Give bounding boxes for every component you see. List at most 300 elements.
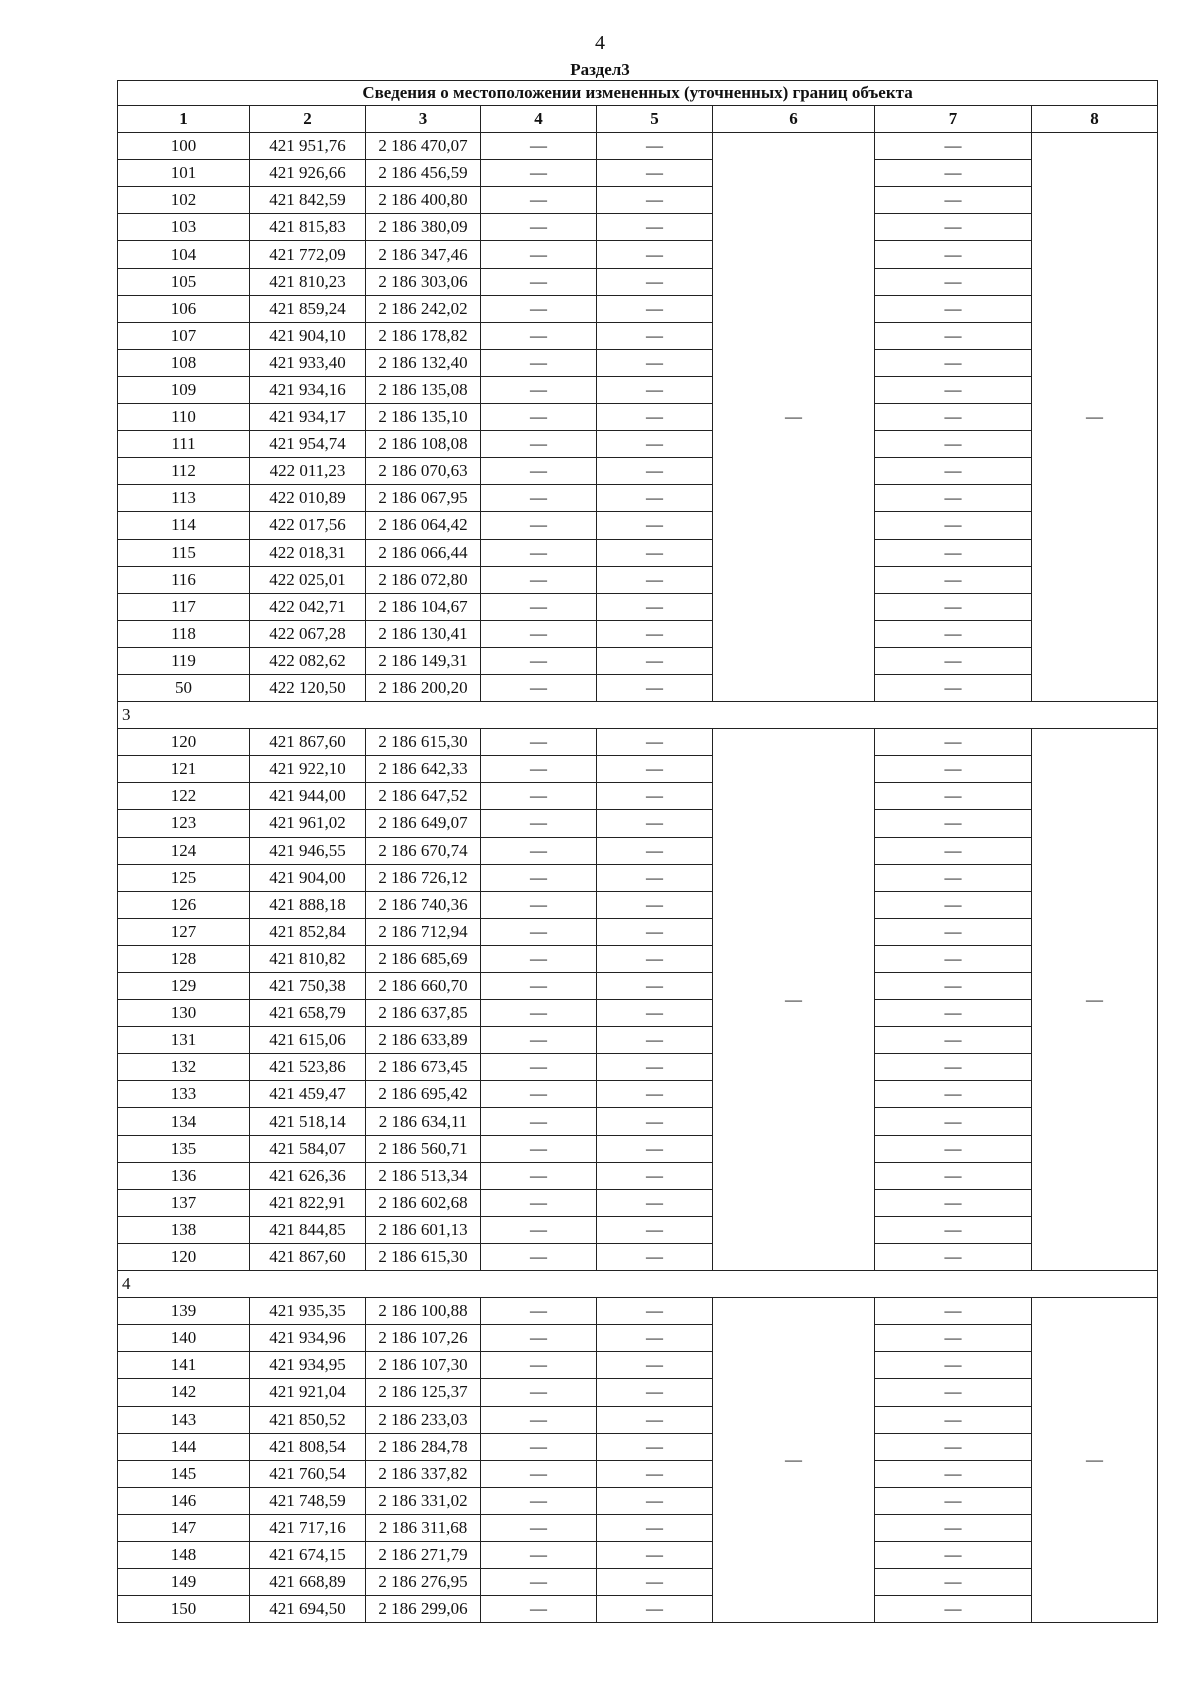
point-number: 117 xyxy=(118,593,250,620)
table-header-row xyxy=(118,106,1158,133)
coord-x: 421 961,02 xyxy=(250,810,366,837)
col7-value: — xyxy=(875,1243,1032,1270)
col7-value: — xyxy=(875,566,1032,593)
coord-x: 422 025,01 xyxy=(250,566,366,593)
col5-value: — xyxy=(597,1379,713,1406)
point-number: 150 xyxy=(118,1596,250,1623)
col7-value: — xyxy=(875,295,1032,322)
table-row xyxy=(118,1596,1158,1623)
col4-value: — xyxy=(481,1596,597,1623)
point-number: 105 xyxy=(118,268,250,295)
col5-value: — xyxy=(597,1243,713,1270)
col4-value: — xyxy=(481,1541,597,1568)
col5-value: — xyxy=(597,268,713,295)
coord-x: 421 844,85 xyxy=(250,1216,366,1243)
coord-x: 421 808,54 xyxy=(250,1433,366,1460)
col7-value: — xyxy=(875,1379,1032,1406)
table-row xyxy=(118,783,1158,810)
col7-value: — xyxy=(875,674,1032,701)
coord-y: 2 186 284,78 xyxy=(366,1433,481,1460)
coord-y: 2 186 242,02 xyxy=(366,295,481,322)
coord-x: 422 011,23 xyxy=(250,458,366,485)
point-number: 116 xyxy=(118,566,250,593)
coord-x: 421 934,17 xyxy=(250,404,366,431)
coord-x: 421 815,83 xyxy=(250,214,366,241)
col4-value: — xyxy=(481,431,597,458)
table-row xyxy=(118,485,1158,512)
col7-value: — xyxy=(875,1433,1032,1460)
point-number: 113 xyxy=(118,485,250,512)
coord-x: 422 017,56 xyxy=(250,512,366,539)
col5-value: — xyxy=(597,1000,713,1027)
point-number: 102 xyxy=(118,187,250,214)
col7-value: — xyxy=(875,593,1032,620)
coord-y: 2 186 064,42 xyxy=(366,512,481,539)
point-number: 101 xyxy=(118,160,250,187)
coord-y: 2 186 276,95 xyxy=(366,1569,481,1596)
col5-value: — xyxy=(597,1325,713,1352)
group-row xyxy=(118,702,1158,729)
col4-value: — xyxy=(481,620,597,647)
coord-y: 2 186 107,30 xyxy=(366,1352,481,1379)
col4-value: — xyxy=(481,756,597,783)
point-number: 136 xyxy=(118,1162,250,1189)
point-number: 133 xyxy=(118,1081,250,1108)
coord-x: 421 518,14 xyxy=(250,1108,366,1135)
col4-value: — xyxy=(481,1325,597,1352)
coord-y: 2 186 726,12 xyxy=(366,864,481,891)
table-row xyxy=(118,268,1158,295)
col7-value: — xyxy=(875,160,1032,187)
coord-x: 421 888,18 xyxy=(250,891,366,918)
col7-value: — xyxy=(875,756,1032,783)
coord-x: 421 954,74 xyxy=(250,431,366,458)
coord-y: 2 186 107,26 xyxy=(366,1325,481,1352)
coord-x: 422 018,31 xyxy=(250,539,366,566)
col5-value: — xyxy=(597,620,713,647)
table-row xyxy=(118,837,1158,864)
table-row xyxy=(118,1000,1158,1027)
col4-value: — xyxy=(481,1406,597,1433)
coord-y: 2 186 634,11 xyxy=(366,1108,481,1135)
coord-y: 2 186 685,69 xyxy=(366,945,481,972)
col5-value: — xyxy=(597,1514,713,1541)
col7-value: — xyxy=(875,647,1032,674)
col5-value: — xyxy=(597,674,713,701)
point-number: 140 xyxy=(118,1325,250,1352)
coord-x: 421 852,84 xyxy=(250,918,366,945)
page-number: 4 xyxy=(595,32,605,54)
col4-value: — xyxy=(481,837,597,864)
col5-value: — xyxy=(597,1460,713,1487)
col4-value: — xyxy=(481,268,597,295)
point-number: 138 xyxy=(118,1216,250,1243)
coord-x: 421 934,96 xyxy=(250,1325,366,1352)
col5-value: — xyxy=(597,1054,713,1081)
coord-x: 421 584,07 xyxy=(250,1135,366,1162)
point-number: 120 xyxy=(118,729,250,756)
col4-value: — xyxy=(481,1379,597,1406)
col7-value: — xyxy=(875,458,1032,485)
col5-value: — xyxy=(597,864,713,891)
table-row xyxy=(118,1541,1158,1568)
col7-value: — xyxy=(875,512,1032,539)
table-row xyxy=(118,1325,1158,1352)
col5-value: — xyxy=(597,1081,713,1108)
coord-y: 2 186 633,89 xyxy=(366,1027,481,1054)
col5-value: — xyxy=(597,187,713,214)
coord-x: 421 626,36 xyxy=(250,1162,366,1189)
col7-value: — xyxy=(875,268,1032,295)
col4-value: — xyxy=(481,729,597,756)
table-row xyxy=(118,160,1158,187)
col7-value: — xyxy=(875,1298,1032,1325)
col7-value: — xyxy=(875,1460,1032,1487)
coord-y: 2 186 602,68 xyxy=(366,1189,481,1216)
point-number: 107 xyxy=(118,322,250,349)
col7-value: — xyxy=(875,539,1032,566)
col4-value: — xyxy=(481,674,597,701)
group-row xyxy=(118,1271,1158,1298)
col7-value: — xyxy=(875,1054,1032,1081)
point-number: 125 xyxy=(118,864,250,891)
col7-value: — xyxy=(875,1135,1032,1162)
point-number: 118 xyxy=(118,620,250,647)
col8-merged-value: — xyxy=(1032,133,1158,702)
point-number: 130 xyxy=(118,1000,250,1027)
col5-value: — xyxy=(597,945,713,972)
point-number: 137 xyxy=(118,1189,250,1216)
col7-value: — xyxy=(875,1027,1032,1054)
coord-x: 421 946,55 xyxy=(250,837,366,864)
table-row xyxy=(118,1081,1158,1108)
col4-value: — xyxy=(481,566,597,593)
col4-value: — xyxy=(481,973,597,1000)
col5-value: — xyxy=(597,1216,713,1243)
coord-x: 421 748,59 xyxy=(250,1487,366,1514)
coord-x: 421 867,60 xyxy=(250,1243,366,1270)
point-number: 134 xyxy=(118,1108,250,1135)
coord-x: 421 904,00 xyxy=(250,864,366,891)
col4-value: — xyxy=(481,322,597,349)
group-label: 4 xyxy=(118,1271,1158,1298)
table-row xyxy=(118,566,1158,593)
col4-value: — xyxy=(481,485,597,512)
coord-y: 2 186 712,94 xyxy=(366,918,481,945)
col5-value: — xyxy=(597,322,713,349)
col7-value: — xyxy=(875,1352,1032,1379)
point-number: 126 xyxy=(118,891,250,918)
point-number: 143 xyxy=(118,1406,250,1433)
col7-value: — xyxy=(875,945,1032,972)
table-row xyxy=(118,1243,1158,1270)
table-row xyxy=(118,593,1158,620)
table-row xyxy=(118,1162,1158,1189)
point-number: 127 xyxy=(118,918,250,945)
point-number: 119 xyxy=(118,647,250,674)
col4-value: — xyxy=(481,241,597,268)
coord-x: 421 842,59 xyxy=(250,187,366,214)
point-number: 110 xyxy=(118,404,250,431)
col4-value: — xyxy=(481,1054,597,1081)
table-row xyxy=(118,1054,1158,1081)
coord-y: 2 186 337,82 xyxy=(366,1460,481,1487)
col5-value: — xyxy=(597,431,713,458)
coord-x: 421 859,24 xyxy=(250,295,366,322)
point-number: 142 xyxy=(118,1379,250,1406)
point-number: 144 xyxy=(118,1433,250,1460)
table-caption: Сведения о местоположении измененных (уточненных) границ объекта xyxy=(118,81,1158,106)
col7-value: — xyxy=(875,837,1032,864)
coord-y: 2 186 380,09 xyxy=(366,214,481,241)
coord-y: 2 186 740,36 xyxy=(366,891,481,918)
col4-value: — xyxy=(481,810,597,837)
point-number: 111 xyxy=(118,431,250,458)
col4-value: — xyxy=(481,187,597,214)
col5-value: — xyxy=(597,1541,713,1568)
col4-value: — xyxy=(481,1487,597,1514)
coord-x: 422 082,62 xyxy=(250,647,366,674)
col5-value: — xyxy=(597,783,713,810)
col4-value: — xyxy=(481,647,597,674)
col7-value: — xyxy=(875,1487,1032,1514)
table-row xyxy=(118,1027,1158,1054)
column-header-4: 4 xyxy=(481,106,597,133)
point-number: 120 xyxy=(118,1243,250,1270)
col5-value: — xyxy=(597,512,713,539)
table-row xyxy=(118,918,1158,945)
col4-value: — xyxy=(481,1216,597,1243)
point-number: 100 xyxy=(118,133,250,160)
column-header-2: 2 xyxy=(250,106,366,133)
coord-y: 2 186 642,33 xyxy=(366,756,481,783)
col5-value: — xyxy=(597,891,713,918)
coord-x: 421 904,10 xyxy=(250,322,366,349)
coord-y: 2 186 615,30 xyxy=(366,1243,481,1270)
coord-x: 421 810,23 xyxy=(250,268,366,295)
col8-merged-value: — xyxy=(1032,729,1158,1271)
col5-value: — xyxy=(597,539,713,566)
coord-y: 2 186 331,02 xyxy=(366,1487,481,1514)
col4-value: — xyxy=(481,1135,597,1162)
col7-value: — xyxy=(875,431,1032,458)
point-number: 123 xyxy=(118,810,250,837)
col5-value: — xyxy=(597,973,713,1000)
col7-value: — xyxy=(875,810,1032,837)
coord-y: 2 186 647,52 xyxy=(366,783,481,810)
coord-y: 2 186 303,06 xyxy=(366,268,481,295)
column-header-8: 8 xyxy=(1032,106,1158,133)
coord-y: 2 186 513,34 xyxy=(366,1162,481,1189)
table-row xyxy=(118,1135,1158,1162)
col5-value: — xyxy=(597,160,713,187)
col5-value: — xyxy=(597,729,713,756)
table-row xyxy=(118,349,1158,376)
coord-x: 421 922,10 xyxy=(250,756,366,783)
col4-value: — xyxy=(481,1460,597,1487)
col7-value: — xyxy=(875,1596,1032,1623)
table-caption-row xyxy=(118,81,1158,106)
coord-y: 2 186 660,70 xyxy=(366,973,481,1000)
column-header-6: 6 xyxy=(713,106,875,133)
coord-y: 2 186 132,40 xyxy=(366,349,481,376)
col5-value: — xyxy=(597,485,713,512)
col7-value: — xyxy=(875,1108,1032,1135)
col7-value: — xyxy=(875,1541,1032,1568)
col4-value: — xyxy=(481,1352,597,1379)
col7-value: — xyxy=(875,620,1032,647)
coord-x: 421 694,50 xyxy=(250,1596,366,1623)
coord-y: 2 186 673,45 xyxy=(366,1054,481,1081)
col5-value: — xyxy=(597,810,713,837)
point-number: 106 xyxy=(118,295,250,322)
coord-y: 2 186 178,82 xyxy=(366,322,481,349)
col5-value: — xyxy=(597,1569,713,1596)
col4-value: — xyxy=(481,160,597,187)
coord-x: 422 010,89 xyxy=(250,485,366,512)
col5-value: — xyxy=(597,566,713,593)
table-row xyxy=(118,891,1158,918)
coord-x: 421 934,95 xyxy=(250,1352,366,1379)
point-number: 122 xyxy=(118,783,250,810)
col4-value: — xyxy=(481,945,597,972)
col5-value: — xyxy=(597,1162,713,1189)
point-number: 121 xyxy=(118,756,250,783)
coord-y: 2 186 130,41 xyxy=(366,620,481,647)
col4-value: — xyxy=(481,918,597,945)
coord-y: 2 186 135,08 xyxy=(366,376,481,403)
col6-merged-value: — xyxy=(713,729,875,1271)
col7-value: — xyxy=(875,1514,1032,1541)
table-row xyxy=(118,404,1158,431)
point-number: 115 xyxy=(118,539,250,566)
point-number: 103 xyxy=(118,214,250,241)
point-number: 124 xyxy=(118,837,250,864)
point-number: 108 xyxy=(118,349,250,376)
point-number: 112 xyxy=(118,458,250,485)
point-number: 139 xyxy=(118,1298,250,1325)
col5-value: — xyxy=(597,1487,713,1514)
col7-value: — xyxy=(875,1216,1032,1243)
col7-value: — xyxy=(875,1406,1032,1433)
table-row xyxy=(118,431,1158,458)
col5-value: — xyxy=(597,1596,713,1623)
col5-value: — xyxy=(597,1433,713,1460)
col5-value: — xyxy=(597,756,713,783)
point-number: 114 xyxy=(118,512,250,539)
table-row xyxy=(118,1189,1158,1216)
col4-value: — xyxy=(481,1433,597,1460)
coord-x: 421 934,16 xyxy=(250,376,366,403)
coord-x: 421 921,04 xyxy=(250,1379,366,1406)
point-number: 132 xyxy=(118,1054,250,1081)
col4-value: — xyxy=(481,891,597,918)
col5-value: — xyxy=(597,1108,713,1135)
table-row xyxy=(118,1460,1158,1487)
coord-y: 2 186 311,68 xyxy=(366,1514,481,1541)
coord-y: 2 186 670,74 xyxy=(366,837,481,864)
group-label: 3 xyxy=(118,702,1158,729)
col4-value: — xyxy=(481,1000,597,1027)
col4-value: — xyxy=(481,1162,597,1189)
column-header-5: 5 xyxy=(597,106,713,133)
point-number: 147 xyxy=(118,1514,250,1541)
col5-value: — xyxy=(597,1406,713,1433)
coord-x: 421 926,66 xyxy=(250,160,366,187)
table-row xyxy=(118,241,1158,268)
col7-value: — xyxy=(875,1325,1032,1352)
col5-value: — xyxy=(597,404,713,431)
coord-x: 421 772,09 xyxy=(250,241,366,268)
coord-y: 2 186 072,80 xyxy=(366,566,481,593)
table-row xyxy=(118,1433,1158,1460)
col7-value: — xyxy=(875,133,1032,160)
coord-x: 421 668,89 xyxy=(250,1569,366,1596)
col5-value: — xyxy=(597,241,713,268)
coord-y: 2 186 067,95 xyxy=(366,485,481,512)
col4-value: — xyxy=(481,1027,597,1054)
col5-value: — xyxy=(597,1189,713,1216)
table-row xyxy=(118,214,1158,241)
coord-x: 421 951,76 xyxy=(250,133,366,160)
coord-y: 2 186 149,31 xyxy=(366,647,481,674)
coord-y: 2 186 200,20 xyxy=(366,674,481,701)
column-header-1: 1 xyxy=(118,106,250,133)
point-number: 146 xyxy=(118,1487,250,1514)
col7-value: — xyxy=(875,864,1032,891)
coord-x: 421 459,47 xyxy=(250,1081,366,1108)
coord-x: 422 067,28 xyxy=(250,620,366,647)
table-row xyxy=(118,295,1158,322)
table-row xyxy=(118,945,1158,972)
col7-value: — xyxy=(875,376,1032,403)
col5-value: — xyxy=(597,458,713,485)
col4-value: — xyxy=(481,864,597,891)
col5-value: — xyxy=(597,1298,713,1325)
col5-value: — xyxy=(597,918,713,945)
col4-value: — xyxy=(481,783,597,810)
coord-y: 2 186 135,10 xyxy=(366,404,481,431)
coord-y: 2 186 100,88 xyxy=(366,1298,481,1325)
col7-value: — xyxy=(875,214,1032,241)
table-row xyxy=(118,133,1158,160)
column-header-7: 7 xyxy=(875,106,1032,133)
coord-y: 2 186 299,06 xyxy=(366,1596,481,1623)
col4-value: — xyxy=(481,376,597,403)
coord-x: 421 867,60 xyxy=(250,729,366,756)
coord-x: 421 615,06 xyxy=(250,1027,366,1054)
table-row xyxy=(118,864,1158,891)
point-number: 128 xyxy=(118,945,250,972)
coord-x: 421 944,00 xyxy=(250,783,366,810)
col5-value: — xyxy=(597,133,713,160)
col4-value: — xyxy=(481,1569,597,1596)
coord-x: 421 933,40 xyxy=(250,349,366,376)
point-number: 141 xyxy=(118,1352,250,1379)
col4-value: — xyxy=(481,1298,597,1325)
col4-value: — xyxy=(481,1243,597,1270)
coord-x: 422 042,71 xyxy=(250,593,366,620)
table-row xyxy=(118,1216,1158,1243)
col7-value: — xyxy=(875,891,1032,918)
table-row xyxy=(118,1569,1158,1596)
coord-y: 2 186 400,80 xyxy=(366,187,481,214)
table-row xyxy=(118,620,1158,647)
coord-y: 2 186 637,85 xyxy=(366,1000,481,1027)
point-number: 50 xyxy=(118,674,250,701)
point-number: 104 xyxy=(118,241,250,268)
boundary-coordinates-table xyxy=(117,80,1158,1623)
